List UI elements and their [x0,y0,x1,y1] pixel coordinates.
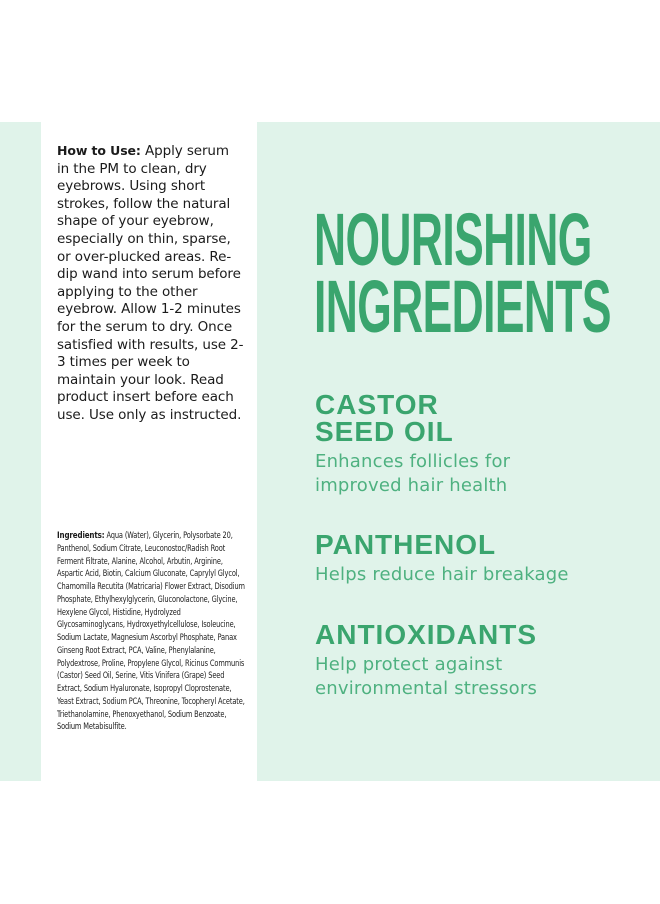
feature-panthenol [315,531,569,587]
feature-antioxidants [315,621,537,701]
feature-description: Helps reduce hair breakage [315,564,569,585]
ingredients-paragraph [57,530,249,734]
feature-castor-seed-oil [315,391,510,498]
headline-line-2: INGREDIENTS [314,265,611,348]
feature-title [315,391,510,445]
feature-title: ANTIOXIDANTS [315,619,537,650]
ingredients-label: Ingredients: [57,530,105,541]
feature-description [315,450,510,498]
feature-description-line-2: environmental stressors [315,678,538,699]
feature-title-line-2: SEED OIL [315,416,454,447]
how-to-use-text: Apply serum in the PM to clean, dry eyebrows. Using short strokes, follow the natural shape of your eyebrow, especially on thin, sparse, or over-plucked areas. Re-dip wand into serum before applying to the other eyebrow. Allow 1-2 minutes for the serum to dry. Once satisfied with results, use 2-3 times per week to maintain your look. Read product insert before each use. Use only as instructed. [57,143,244,423]
how-to-use-paragraph [57,142,245,425]
feature-title: PANTHENOL [315,529,497,560]
feature-description [315,653,537,701]
ingredients-text: Aqua (Water), Glycerin, Polysorbate 20, Panthenol, Sodium Citrate, Leuconostoc/Radish Root Ferment Filtrate, Alanine, Alcohol, Arbutin, Arginine, Aspartic Acid, Biotin, Calcium Gluconate, Caprylyl Glycol, Chamomilla Recutita (Matricaria) Flower Extract, Disodium Phosphate, Ethylhexylglycerin, Gluconolactone, Glycine, Hexylene Glycol, Histidine, Hydrolyzed Glycosaminoglycans, Hydroxyethylcellulose, Isoleucine, Sodium Lactate, Magnesium Ascorbyl Phosphate, Panax Ginseng Root Extract, PCA, Valine, Phenylalanine, Polydextrose, Proline, Propylene Glycol, Ricinus Communis (Castor) Seed Oil, Serine, Vitis Vinifera (Grape) Seed Extract, Sodium Hyaluronate, Isopropyl Cloprostenate, Yeast Extract, Sodium PCA, Threonine, Tocopheryl Acetate, Triethanolamine, Phenoxyethanol, Sodium Benzoate, Sodium Metabisulfite. [57,531,245,733]
headline-line-1: NOURISHING [314,198,592,281]
feature-description-line-1: Enhances follicles for [315,451,511,472]
nourishing-ingredients-headline [314,198,611,348]
feature-title-line-1: CASTOR [315,389,439,420]
how-to-use-label: How to Use: [57,143,141,158]
feature-description-line-1: Help protect against [315,654,503,675]
feature-description-line-2: improved hair health [315,475,508,496]
